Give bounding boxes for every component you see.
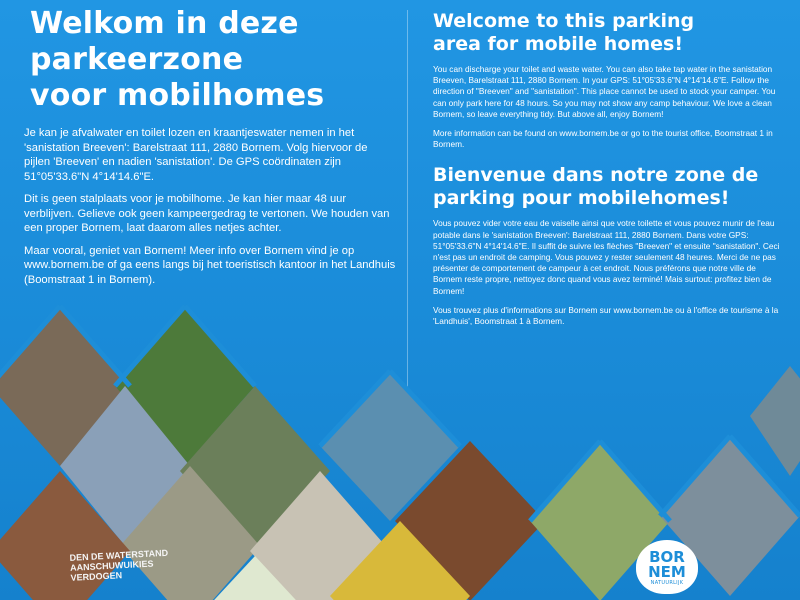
french-title — [433, 164, 783, 210]
dutch-paragraph-rules: Dit is geen stalplaats voor je mobilhome. Je kan hier maar 48 uur verblijven. Gelieve ook geen kampeergedrag te vertonen. We houden van een proper Bornem, laat daarom alles netjes achter. — [24, 193, 390, 234]
english-paragraph-main: You can discharge your toilet and waste water. You can also take tap water in the sanistation Breeven, Barelstraat 111, 2880 Bornem. In your GPS: 51°05'33.6"N 4°14'14.6"E. Follow the direction of "Breeven" and "sanistation". This place cannot be used to stock your camper. You can only park here for 48 hours. So you may not show any camp behaviour. We love a clean Bornem, so leave everything tidy. But above all, enjoy Bornem! — [433, 64, 776, 119]
french-title-line: Bienvenue dans notre zone de — [433, 164, 759, 187]
logo-text: NEM — [648, 563, 686, 581]
bornem-logo — [636, 540, 698, 594]
english-title-line: area for mobile homes! — [433, 33, 684, 55]
dutch-title-line: voor mobilhomes — [30, 78, 325, 113]
logo-tagline: NATUURLIJK — [650, 580, 684, 586]
french-paragraph-main: Vous pouvez vider votre eau de vaiselle ainsi que votre toilette et vous pouvez munir de l'eau potable dans le 'sanistation Breeven': Barelstraat 111, 2880 Bornem. Dans votre GPS: 51°05'33.6"N 4°14'14.6"E. Il suffit de suivre les flèches "Breeven" et ensuite "sanistation". Ceci n'est pas un endroit de camping. Vous pouvez y rester seulement 48 heures. Merci de ne pas présenter de comportement de campeur à cet endroit. Nous préférons que notre ville de Bornem reste propre, nettoyez donc quand vous avez terminé! Mais surtout: profitez bien de Bornem! — [433, 218, 780, 296]
dutch-paragraph-enjoy: Maar vooral, geniet van Bornem! Meer info over Bornem vind je op www.bornem.be of ga eens langs bij het toeristisch kantoor in het Landhuis (Boomstraat 1 in Bornem). — [24, 244, 396, 286]
english-title-line: Welcome to this parking — [433, 10, 695, 32]
dutch-paragraph-sanistation: Je kan je afvalwater en toilet lozen en kraantjeswater nemen in het 'sanistation Breeven': Barelstraat 111, 2880 Bornem. Volg hiervoor de pijlen 'Breeven' en nadien 'sanistation'. De GPS coördinaten zijn 51°05'33.6"N 4°14'14.6"E. — [24, 127, 368, 183]
french-paragraph-info: Vous trouvez plus d'informations sur Bornem sur www.bornem.be ou à l'office de tourisme à la 'Landhuis', Boomstraat 1 à Bornem. — [433, 304, 779, 327]
dutch-section — [24, 6, 396, 295]
logo-text: BOR — [649, 548, 685, 566]
photo-sign-text: DEN DE WATERSTAND AANSCHUWUIKIES VERDOGEN — [69, 547, 169, 583]
photo-tile-church-right — [750, 366, 800, 476]
dutch-title — [30, 6, 396, 114]
dutch-title-line: Welkom in deze — [30, 6, 299, 41]
english-paragraph-info: More information can be found on www.bornem.be or go to the tourist office, Boomstraat 1 in Bornem. — [433, 128, 773, 150]
dutch-title-line: parkeerzone — [30, 42, 244, 77]
english-french-section — [433, 10, 783, 335]
english-title — [433, 10, 783, 56]
french-title-line: parking pour mobilehomes! — [433, 187, 730, 210]
